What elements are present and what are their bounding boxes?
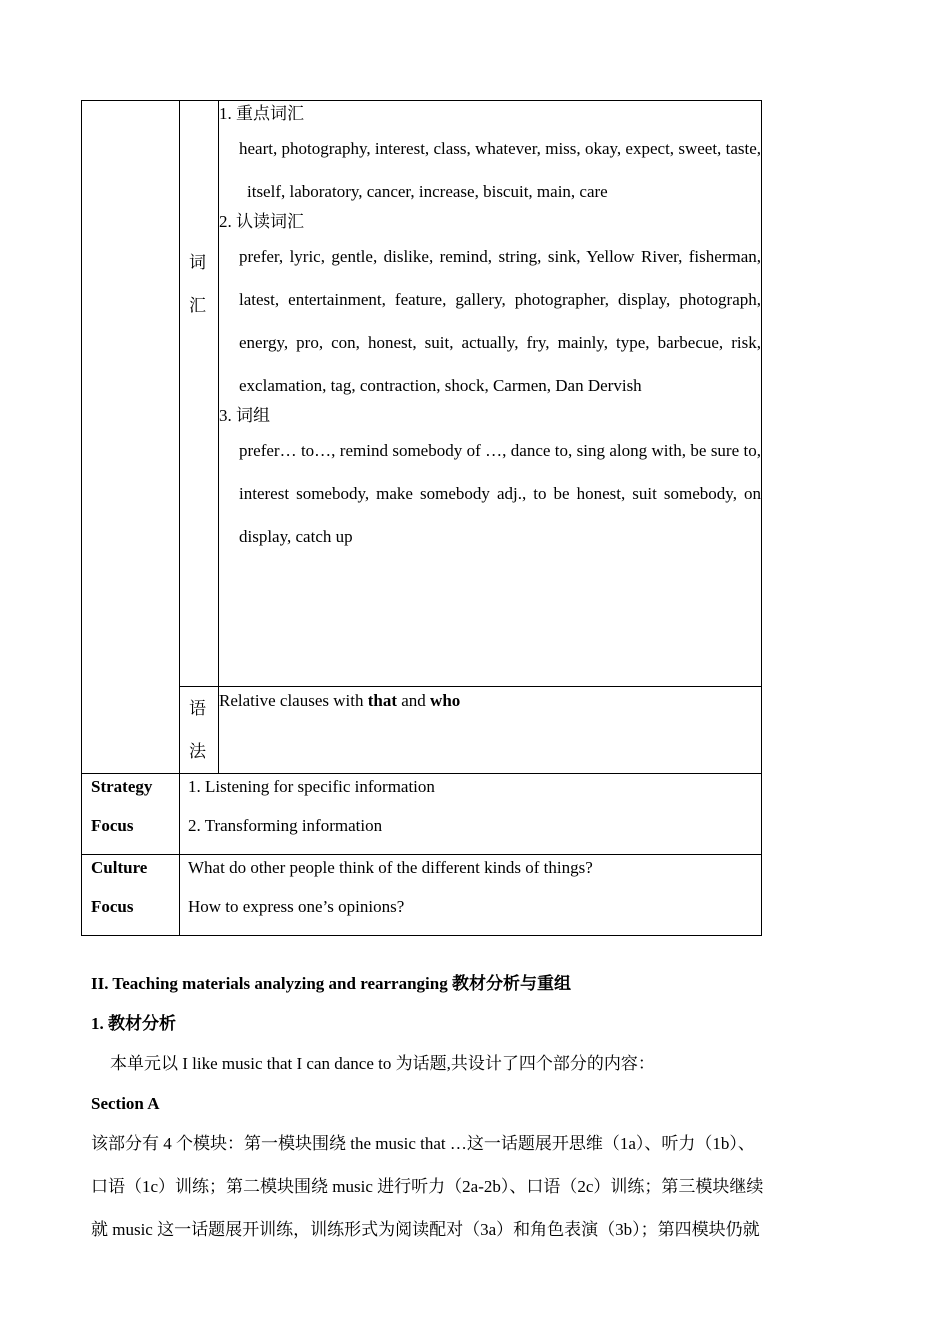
strategy-item-2: 2. Transforming information bbox=[188, 816, 383, 835]
strategy-content-cell bbox=[180, 774, 762, 855]
intro-paragraph: 本单元以 I like music that I can dance to 为话题,共设计了四个部分的内容： bbox=[110, 1054, 655, 1073]
culture-label-cell bbox=[82, 855, 180, 936]
grammar-text bbox=[219, 687, 761, 715]
grammar-row bbox=[82, 687, 762, 774]
culture-row bbox=[82, 855, 762, 936]
reading-vocab-heading: 2. 认读词汇 bbox=[219, 212, 304, 231]
grammar-keyword-that: that bbox=[367, 691, 397, 710]
culture-label-1: Culture bbox=[91, 858, 148, 877]
phrases-heading: 3. 词组 bbox=[219, 406, 270, 425]
culture-label-2: Focus bbox=[91, 897, 134, 916]
strategy-label-1: Strategy bbox=[91, 777, 153, 796]
culture-item-2: How to express one’s opinions? bbox=[188, 897, 405, 916]
grammar-label-char-1: 语 bbox=[189, 699, 206, 718]
strategy-label-cell bbox=[82, 774, 180, 855]
strategy-row bbox=[82, 774, 762, 855]
body-line-2: 口语（1c）训练；第二模块围绕 music 进行听力（2a-2b）、口语（2c）训练；第三模块继续 bbox=[91, 1177, 764, 1196]
body-line-1: 该部分有 4 个模块：第一模块围绕 the music that …这一话题展开思维（1a）、听力（1b）、 bbox=[91, 1134, 755, 1153]
strategy-label-2: Focus bbox=[91, 816, 134, 835]
key-vocab-list: heart, photography, interest, class, whatever, miss, okay, expect, sweet, taste, itself, laboratory, cancer, increase, biscuit, main, care bbox=[239, 139, 761, 201]
unit-overview-table bbox=[81, 100, 762, 936]
vocab-row bbox=[82, 101, 762, 687]
culture-item-1: What do other people think of the different kinds of things? bbox=[188, 858, 593, 877]
grammar-prefix: Relative clauses with bbox=[219, 691, 368, 710]
grammar-label-char-2: 法 bbox=[189, 742, 206, 761]
section-a-heading: Section A bbox=[91, 1094, 160, 1113]
strategy-item-1: 1. Listening for specific information bbox=[188, 777, 435, 796]
phrases-list: prefer… to…, remind somebody of …, dance to, sing along with, be sure to, interest somebody, make somebody adj., to be honest, suit somebody, on display, catch up bbox=[239, 441, 761, 546]
grammar-mid: and bbox=[397, 691, 431, 710]
vocab-label-cell bbox=[180, 101, 219, 687]
body-paragraph bbox=[91, 1131, 861, 1243]
vocab-content-cell bbox=[219, 101, 762, 687]
vocab-label-char-2: 汇 bbox=[189, 296, 206, 315]
grammar-keyword-who: who bbox=[430, 691, 461, 710]
vocab-label-char-1: 词 bbox=[189, 253, 206, 272]
section-heading: II. Teaching materials analyzing and rearranging 教材分析与重组 bbox=[91, 974, 571, 993]
reading-vocab-list: prefer, lyric, gentle, dislike, remind, string, sink, Yellow River, fisherman, latest, entertainment, feature, gallery, photographer, display, photograph, energy, pro, con, honest, suit, actually, fry, mainly, type, barbecue, risk, exclamation, tag, contraction, shock, Carmen, Dan Dervish bbox=[239, 247, 761, 395]
key-vocab-heading: 1. 重点词汇 bbox=[219, 104, 304, 123]
grammar-label-cell bbox=[180, 687, 219, 774]
grammar-content-cell bbox=[219, 687, 762, 774]
sub-heading: 1. 教材分析 bbox=[91, 1014, 176, 1033]
culture-content-cell bbox=[180, 855, 762, 936]
empty-left-cell bbox=[82, 101, 180, 774]
body-line-3: 就 music 这一话题展开训练，训练形式为阅读配对（3a）和角色表演（3b）；第四模块仍就 bbox=[91, 1220, 760, 1239]
